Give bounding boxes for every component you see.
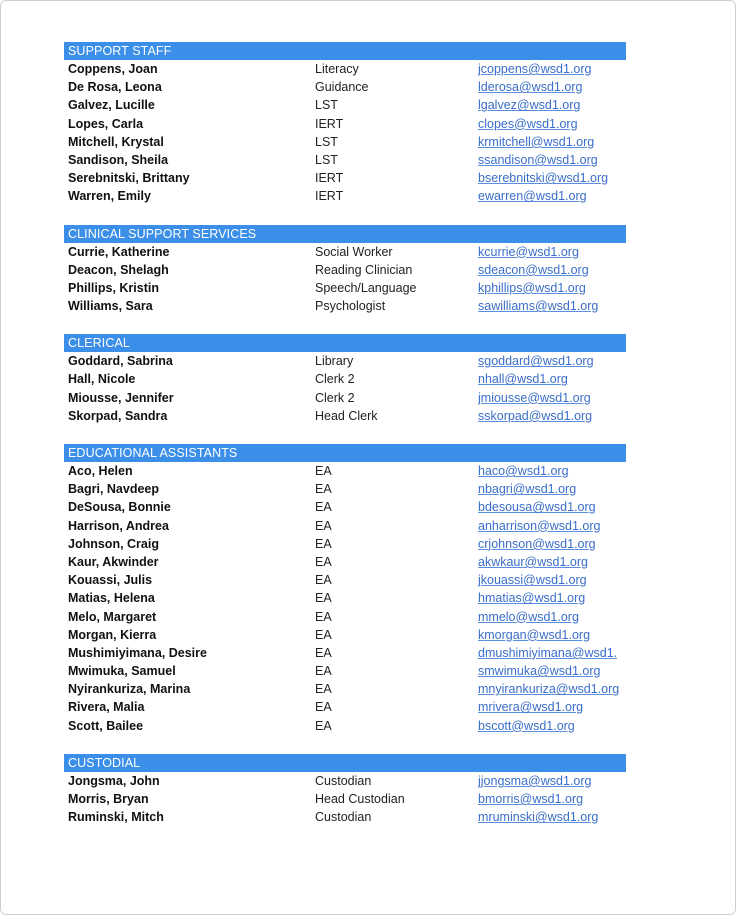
staff-role: EA <box>315 464 332 478</box>
staff-email-link[interactable]: mrivera@wsd1.org <box>478 700 584 715</box>
staff-name: Rivera, Malia <box>68 700 145 715</box>
staff-name: Mushimiyimana, Desire <box>68 645 207 660</box>
staff-row <box>64 96 626 114</box>
staff-name: Harrison, Andrea <box>68 518 169 533</box>
staff-email-link[interactable]: sdeacon@wsd1.org <box>478 262 589 277</box>
staff-email-link[interactable]: krmitchell@wsd1.org <box>478 134 595 149</box>
staff-email-link[interactable]: lderosa@wsd1.org <box>478 80 583 95</box>
staff-row <box>64 644 626 662</box>
staff-name: Sandison, Sheila <box>68 152 169 167</box>
staff-role: EA <box>315 500 332 515</box>
staff-role: Custodian <box>315 773 372 788</box>
staff-row <box>64 571 626 589</box>
staff-role: EA <box>315 482 332 497</box>
staff-email-link[interactable]: sgoddard@wsd1.org <box>478 354 594 369</box>
staff-name: Johnson, Craig <box>68 536 159 551</box>
staff-row <box>64 297 626 315</box>
staff-role: EA <box>315 573 332 588</box>
staff-row <box>64 389 626 407</box>
staff-role: LST <box>315 98 338 113</box>
staff-role: Psychologist <box>315 299 386 314</box>
staff-role: EA <box>315 664 332 679</box>
staff-name: Aco, Helen <box>68 464 133 478</box>
section-header: CLERICAL <box>64 334 626 352</box>
staff-role: Library <box>315 354 354 369</box>
staff-row <box>64 626 626 644</box>
staff-email-link[interactable]: bscott@wsd1.org <box>478 718 575 733</box>
section-header: CUSTODIAL <box>64 754 626 772</box>
staff-name: DeSousa, Bonnie <box>68 500 171 515</box>
staff-role: Social Worker <box>315 244 393 259</box>
staff-row <box>64 261 626 279</box>
staff-email-link[interactable]: jmiousse@wsd1.org <box>478 390 591 405</box>
staff-email-link[interactable]: jjongsma@wsd1.org <box>478 773 592 788</box>
staff-email-link[interactable]: akwkaur@wsd1.org <box>478 554 588 569</box>
staff-name: Matias, Helena <box>68 591 155 606</box>
staff-role: Clerk 2 <box>315 390 355 405</box>
staff-row <box>64 608 626 626</box>
staff-role: EA <box>315 609 332 624</box>
staff-role: EA <box>315 554 332 569</box>
staff-role: LST <box>315 152 338 167</box>
section-header: EDUCATIONAL ASSISTANTS <box>64 444 626 462</box>
staff-row <box>64 78 626 96</box>
staff-role: EA <box>315 718 332 733</box>
staff-name: Goddard, Sabrina <box>68 354 173 369</box>
staff-name: Hall, Nicole <box>68 372 136 387</box>
section-header: SUPPORT STAFF <box>64 42 626 60</box>
staff-email-link[interactable]: bmorris@wsd1.org <box>478 792 584 806</box>
staff-role: Literacy <box>315 62 359 76</box>
section-support-staff <box>64 42 626 206</box>
staff-role: EA <box>315 700 332 715</box>
staff-row <box>64 279 626 297</box>
staff-row <box>64 698 626 716</box>
staff-row <box>64 352 626 370</box>
staff-row <box>64 462 626 480</box>
staff-email-link[interactable]: nbagri@wsd1.org <box>478 482 577 497</box>
staff-email-link[interactable]: mmelo@wsd1.org <box>478 609 579 624</box>
staff-email-link[interactable]: ssandison@wsd1.org <box>478 152 598 167</box>
staff-email-link[interactable]: haco@wsd1.org <box>478 464 569 478</box>
staff-name: Mitchell, Krystal <box>68 134 164 149</box>
staff-role: Custodian <box>315 810 372 825</box>
staff-name: Morris, Bryan <box>68 792 149 806</box>
staff-email-link[interactable]: clopes@wsd1.org <box>478 116 578 131</box>
staff-email-link[interactable]: nhall@wsd1.org <box>478 372 568 387</box>
staff-row <box>64 370 626 388</box>
section-clinical-support-services <box>64 225 626 316</box>
section-educational-assistants <box>64 444 626 735</box>
staff-role: Reading Clinician <box>315 262 413 277</box>
staff-name: Miousse, Jennifer <box>68 390 174 405</box>
staff-role: EA <box>315 645 332 660</box>
staff-name: Phillips, Kristin <box>68 280 159 295</box>
staff-email-link[interactable]: crjohnson@wsd1.org <box>478 536 596 551</box>
staff-email-link[interactable]: jcoppens@wsd1.org <box>478 62 592 76</box>
staff-role: EA <box>315 536 332 551</box>
staff-email-link[interactable]: ewarren@wsd1.org <box>478 189 587 204</box>
staff-row <box>64 480 626 498</box>
staff-name: Galvez, Lucille <box>68 98 155 113</box>
staff-name: Lopes, Carla <box>68 116 144 131</box>
staff-role: Clerk 2 <box>315 372 355 387</box>
staff-name: Jongsma, John <box>68 773 160 788</box>
staff-email-link[interactable]: smwimuka@wsd1.org <box>478 664 601 679</box>
staff-email-link[interactable]: sawilliams@wsd1.org <box>478 299 599 314</box>
staff-role: EA <box>315 591 332 606</box>
staff-email-link[interactable]: sskorpad@wsd1.org <box>478 408 593 423</box>
staff-name: Williams, Sara <box>68 299 153 314</box>
staff-name: Bagri, Navdeep <box>68 482 160 497</box>
staff-row <box>64 407 626 425</box>
staff-role: LST <box>315 134 338 149</box>
staff-name: Ruminski, Mitch <box>68 810 164 825</box>
staff-email-link[interactable]: jkouassi@wsd1.org <box>478 573 587 588</box>
staff-row <box>64 517 626 535</box>
staff-email-link[interactable]: lgalvez@wsd1.org <box>478 98 581 113</box>
staff-row <box>64 680 626 698</box>
staff-row <box>64 808 626 826</box>
section-clerical <box>64 334 626 425</box>
staff-email-link[interactable]: anharrison@wsd1.org <box>478 518 601 533</box>
staff-role: EA <box>315 627 332 642</box>
staff-row <box>64 589 626 607</box>
staff-row <box>64 772 626 790</box>
staff-name: Coppens, Joan <box>68 62 158 76</box>
staff-row <box>64 243 626 261</box>
staff-name: Kaur, Akwinder <box>68 554 159 569</box>
staff-name: Mwimuka, Samuel <box>68 664 176 679</box>
staff-role: Guidance <box>315 80 369 95</box>
staff-email-link[interactable]: mnyirankuriza@wsd1.org <box>478 682 620 697</box>
staff-email-link[interactable]: hmatias@wsd1.org <box>478 591 586 606</box>
staff-row <box>64 535 626 553</box>
staff-name: Morgan, Kierra <box>68 627 157 642</box>
staff-role: IERT <box>315 116 344 131</box>
staff-directory <box>64 42 626 845</box>
staff-row <box>64 553 626 571</box>
staff-name: Melo, Margaret <box>68 609 157 624</box>
staff-email-link[interactable]: kcurrie@wsd1.org <box>478 244 579 259</box>
staff-row <box>64 717 626 735</box>
staff-role: IERT <box>315 189 344 204</box>
staff-row <box>64 662 626 680</box>
staff-role: Head Custodian <box>315 792 405 806</box>
staff-role: IERT <box>315 171 344 186</box>
staff-email-link[interactable]: bdesousa@wsd1.org <box>478 500 596 515</box>
staff-row <box>64 169 626 187</box>
staff-email-link[interactable]: mruminski@wsd1.org <box>478 810 599 825</box>
staff-row <box>64 187 626 205</box>
staff-role: EA <box>315 518 332 533</box>
staff-email-link[interactable]: dmushimiyimana@wsd1. <box>478 645 618 660</box>
staff-name: Serebnitski, Brittany <box>68 171 190 186</box>
staff-name: Kouassi, Julis <box>68 573 153 588</box>
staff-row <box>64 133 626 151</box>
staff-name: Deacon, Shelagh <box>68 262 169 277</box>
staff-role: Speech/Language <box>315 280 417 295</box>
staff-name: Nyirankuriza, Marina <box>68 682 191 697</box>
staff-email-link[interactable]: kphillips@wsd1.org <box>478 280 586 295</box>
staff-email-link[interactable]: bserebnitski@wsd1.org <box>478 171 609 186</box>
staff-row <box>64 60 626 78</box>
staff-name: Warren, Emily <box>68 189 151 204</box>
staff-role: Head Clerk <box>315 408 378 423</box>
staff-name: Currie, Katherine <box>68 244 170 259</box>
section-header: CLINICAL SUPPORT SERVICES <box>64 225 626 243</box>
staff-name: De Rosa, Leona <box>68 80 162 95</box>
section-custodial <box>64 754 626 827</box>
staff-role: EA <box>315 682 332 697</box>
staff-row <box>64 151 626 169</box>
staff-email-link[interactable]: kmorgan@wsd1.org <box>478 627 591 642</box>
staff-row <box>64 790 626 808</box>
staff-name: Skorpad, Sandra <box>68 408 168 423</box>
staff-row <box>64 498 626 516</box>
staff-name: Scott, Bailee <box>68 718 144 733</box>
staff-row <box>64 115 626 133</box>
